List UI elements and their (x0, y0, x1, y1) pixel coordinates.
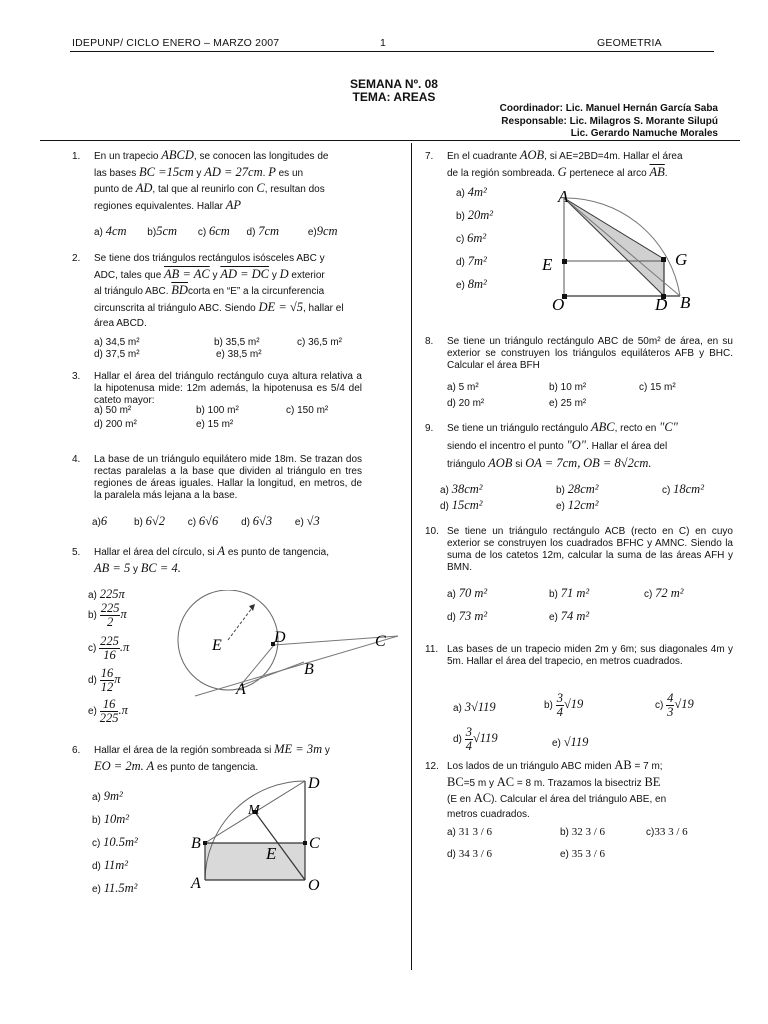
question-11: 11. Las bases de un trapecio miden 2m y 6m; sus diagonales 4m y 5m. Hallar el área del trapecio, en metros cuadrados. (425, 644, 733, 667)
question-5: 5. Hallar el área del círculo, si A es punto de tangencia, AB = 5 y BC = 4. (72, 544, 330, 575)
option-6c: c) 10.5m² (92, 835, 138, 849)
section-rule (40, 140, 740, 141)
option-9a: a) 38cm² (440, 482, 483, 496)
label-b: B (680, 293, 691, 312)
option-2e: e) 38,5 m² (216, 349, 262, 360)
option-9e: e) 12cm² (556, 498, 599, 512)
label-d: D (274, 629, 286, 646)
question-7: 7. En el cuadrante AOB, si AE=2BD=4m. Hallar el área de la región sombreada. G pertenece al arco $\overline{AB}$. (425, 148, 683, 179)
figure-quadrant (530, 186, 710, 314)
header-rule (70, 51, 714, 52)
option-11e: e) √119 (552, 735, 589, 749)
label-m: M (248, 803, 260, 818)
option-3b: b) 100 m² (196, 405, 239, 416)
option-7b: b) 20m² (456, 208, 493, 222)
header-page-number: 1 (380, 37, 387, 49)
question-2: 2. Se tiene dos triángulos rectángulos isósceles ABC y ADC, tales que AB = AC y AD = DC y D exterior al triángulo ABC. $\overline{BD}corta$ en “E” a la circunferencia circunscrita al triángulo ABC. Siendo DE = √5, hallar el área ABCD. (72, 253, 344, 329)
segment-ad (564, 198, 664, 296)
question-number: 1. (72, 151, 81, 162)
option-11b: b) $\frac{3}{4}$ √19 (544, 691, 584, 719)
radius (228, 604, 255, 640)
option-2b: b) 35,5 m² (214, 337, 260, 348)
point-e (562, 259, 567, 264)
question-6: 6. Hallar el área de la región sombreada si ME = 3m y EO = 2m. A es punto de tangencia. (72, 742, 330, 773)
option-3d: d) 200 m² (94, 419, 137, 430)
option-8a: a) 5 m² (447, 382, 479, 393)
question-1: 1. En un trapecio ABCD, se conocen las longitudes de las bases BC =15cm y AD = 27cm. P es un punto de AD, tal que al reunirlo con C, resultan dos regiones equivalentes. Hallar AP (72, 148, 329, 212)
option-6e: e) 11.5m² (92, 881, 138, 895)
option-12c: c)33 3 / 6 (646, 826, 688, 838)
option-2a: a) 34,5 m² (94, 337, 140, 348)
option-7e: e) 8m² (456, 277, 487, 291)
label-d: D (655, 295, 668, 314)
option-9b: b) 28cm² (556, 482, 599, 496)
option-8d: d) 20 m² (447, 398, 485, 409)
label-o: O (308, 877, 320, 894)
question-9: 9. Se tiene un triángulo rectángulo ABC, recto en "C" siendo el incentro el punto "O". Hallar el área del triángulo AOB si OA = 7cm, OB = 8√2cm. (425, 420, 678, 470)
option-8c: c) 15 m² (639, 382, 676, 393)
label-d: D (308, 775, 320, 792)
option-12a: a) 31 3 / 6 (447, 826, 492, 838)
option-7a: a) 4m² (456, 185, 487, 199)
option-3e: e) 15 m² (196, 419, 234, 430)
option-11c: c) $\frac{4}{3}$ √19 (655, 691, 694, 719)
point-c (303, 841, 307, 845)
option-10c: c) 72 m² (644, 586, 684, 600)
radius-arrow (249, 604, 255, 611)
week-title: SEMANA Nº. 08 (350, 77, 438, 91)
options-4: a)6 b) 6√2 c) 6√6 d) 6√3 e) √3 (92, 514, 320, 528)
options-1: a) 4cm b)5cm c) 6cm d) 7cm e)9cm (94, 224, 338, 238)
responsible: Responsable: Lic. Milagros S. Morante Silupú (501, 115, 718, 127)
option-10b: b) 71 m² (549, 586, 590, 600)
option-8b: b) 10 m² (549, 382, 587, 393)
option-10d: d) 73 m² (447, 609, 488, 623)
label-a: A (191, 875, 201, 892)
option-6b: b) 10m² (92, 812, 129, 826)
header-course: IDEPUNP/ CICLO ENERO – MARZO 2007 (72, 37, 280, 49)
option-3a: a) 50 m² (94, 405, 132, 416)
option-5a: a) 225π (88, 587, 125, 601)
label-c: C (309, 835, 320, 852)
shaded-rectangle (205, 843, 305, 880)
segment-ag (564, 198, 664, 259)
option-12d: d) 34 3 / 6 (447, 848, 492, 860)
label-e: E (266, 844, 277, 863)
option-11d: d) $\frac{3}{4}$ √119 (453, 725, 498, 753)
label-e: E (212, 637, 222, 654)
question-10: 10. Se tiene un triángulo rectángulo ACB (recto en C) en cuyo exterior se construyen los cuadrados BFHC y AMNC. Siendo la suma de los catetos 12m, calcular la suma de las áreas AFH y BMN. (425, 526, 733, 573)
option-7c: c) 6m² (456, 231, 487, 245)
option-3c: c) 150 m² (286, 405, 329, 416)
label-b: B (304, 661, 314, 678)
label-a: A (236, 681, 246, 698)
option-2d: d) 37,5 m² (94, 349, 140, 360)
column-divider (411, 143, 412, 970)
question-8: 8. Se tiene un triángulo rectángulo ABC de 50m² de área, en su exterior se construyen los triángulos equiláteros AFB y BHC. Calcular el área BFH (425, 336, 733, 371)
option-2c: c) 36,5 m² (297, 337, 343, 348)
option-9c: c) 18cm² (662, 482, 704, 496)
option-5e: e) $\frac{16}{225}$ .π (88, 697, 128, 725)
label-b: B (191, 835, 201, 852)
option-9d: d) 15cm² (440, 498, 483, 512)
option-5d: d) $\frac{16}{12}$ π (88, 666, 121, 694)
option-7d: d) 7m² (456, 254, 487, 268)
figure-quarter-circle (186, 772, 336, 896)
option-5b: b) $\frac{225}{2}$ π (88, 601, 127, 629)
label-o: O (552, 295, 565, 314)
option-12e: e) 35 3 / 6 (560, 848, 605, 860)
responsible-second: Lic. Gerardo Namuche Morales (570, 128, 718, 139)
option-6a: a) 9m² (92, 789, 123, 803)
option-11a: a) 3√119 (453, 700, 496, 714)
figure-circle-tangent (170, 590, 400, 710)
line-ac (195, 636, 398, 696)
option-8e: e) 25 m² (549, 398, 587, 409)
topic-title: TEMA: AREAS (352, 90, 436, 104)
label-a: A (558, 187, 569, 206)
question-12: 12. Los lados de un triángulo ABC miden AB = 7 m; BC=5 m y AC = 8 m. Trazamos la bisectriz BE (E en AC). Calcular el área del triángulo ABE, en metros cuadrados. (425, 758, 667, 820)
question-3: 3. Hallar el área del triángulo rectángulo cuya altura relativa a la hipotenusa mide: 12m además, la hipotenusa es 5/4 del cateto mayor: (72, 371, 362, 406)
point-g (661, 257, 666, 262)
label-c: C (375, 633, 386, 650)
header-subject: GEOMETRIA (597, 37, 662, 49)
option-12b: b) 32 3 / 6 (560, 826, 605, 838)
label-e: E (542, 255, 553, 274)
math-ABCD: ABCD (161, 148, 194, 162)
staff-block (378, 103, 718, 141)
point-b (203, 841, 207, 845)
option-5c: c) $\frac{225}{16}$ .π (88, 634, 130, 662)
option-10e: e) 74 m² (549, 609, 590, 623)
option-10a: a) 70 m² (447, 586, 488, 600)
coordinator: Coordinador: Lic. Manuel Hernán García Saba (499, 103, 718, 114)
option-6d: d) 11m² (92, 858, 129, 872)
label-g: G (675, 250, 688, 269)
question-4: 4. La base de un triángulo equilátero mide 18m. Se trazan dos rectas paralelas a la base que dividen al triángulo en tres regiones de áreas iguales. Hallar la longitud, en metros, de la paralela más lejana a la base. (72, 454, 362, 501)
